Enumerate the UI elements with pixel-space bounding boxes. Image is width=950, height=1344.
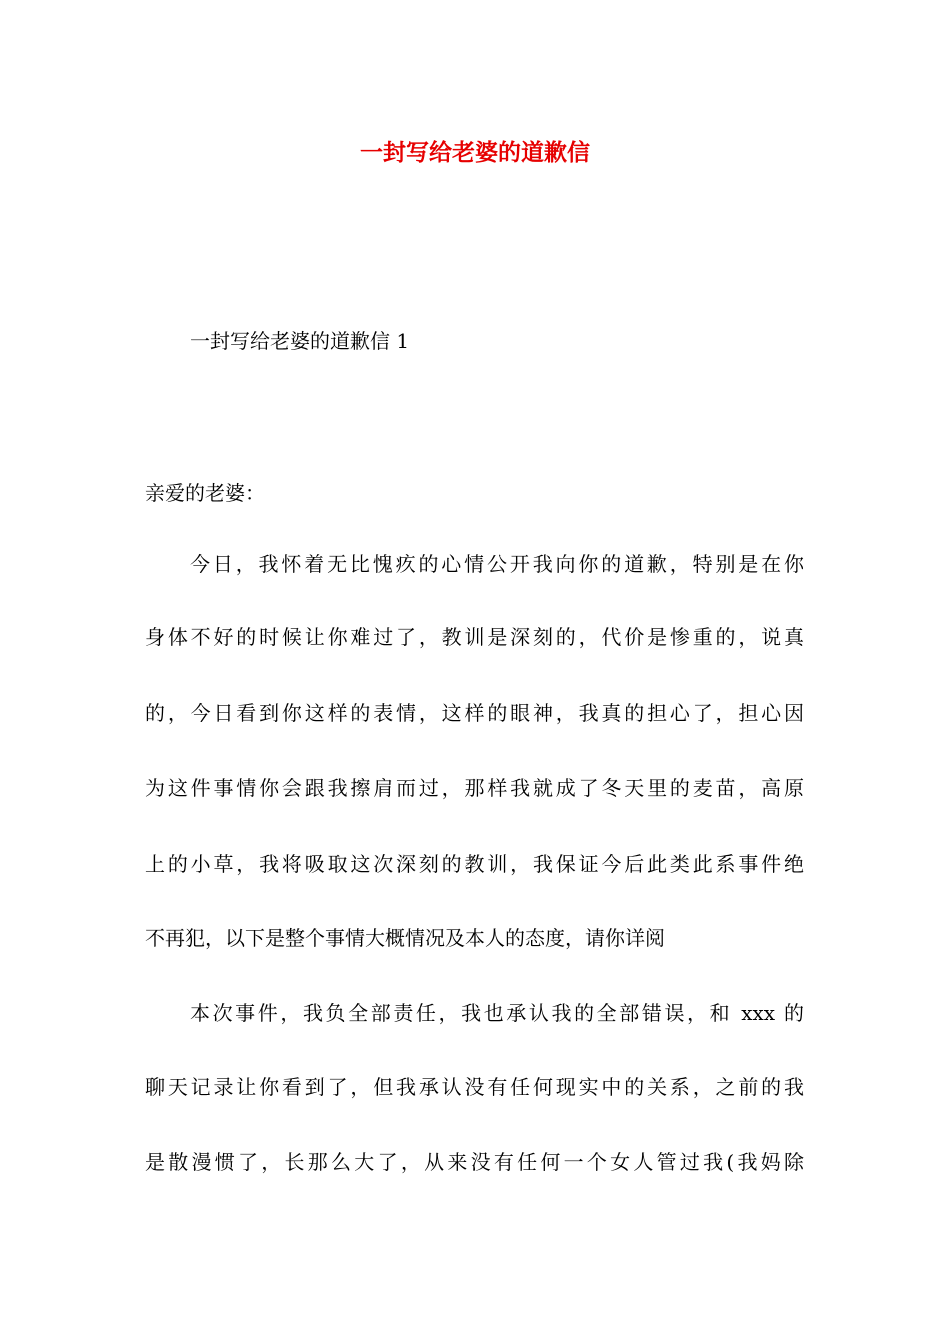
paragraph-2-line-1: 本次事件，我负全部责任，我也承认我的全部错误，和 xxx 的 — [190, 1001, 804, 1025]
paragraph-1-line-6: 不再犯，以下是整个事情大概情况及本人的态度，请你详阅 — [145, 926, 665, 950]
letter-heading: 一封写给老婆的道歉信 1 — [190, 329, 410, 353]
paragraph-2-line-3: 是散漫惯了，长那么大了，从来没有任何一个女人管过我(我妈除 — [145, 1150, 804, 1174]
salutation: 亲爱的老婆： — [145, 481, 265, 505]
document-title: 一封写给老婆的道歉信 — [360, 139, 590, 166]
paragraph-1-line-4: 为这件事情你会跟我擦肩而过，那样我就成了冬天里的麦苗，高原 — [145, 776, 804, 800]
paragraph-1-line-2: 身体不好的时候让你难过了，教训是深刻的，代价是惨重的，说真 — [145, 625, 804, 649]
paragraph-1-line-5: 上的小草，我将吸取这次深刻的教训，我保证今后此类此系事件绝 — [145, 852, 804, 876]
paragraph-1-line-3: 的，今日看到你这样的表情，这样的眼神，我真的担心了，担心因 — [145, 701, 804, 725]
paragraph-2-line-2: 聊天记录让你看到了，但我承认没有任何现实中的关系，之前的我 — [145, 1075, 804, 1099]
paragraph-1-line-1: 今日，我怀着无比愧疚的心情公开我向你的道歉，特别是在你 — [190, 552, 804, 576]
